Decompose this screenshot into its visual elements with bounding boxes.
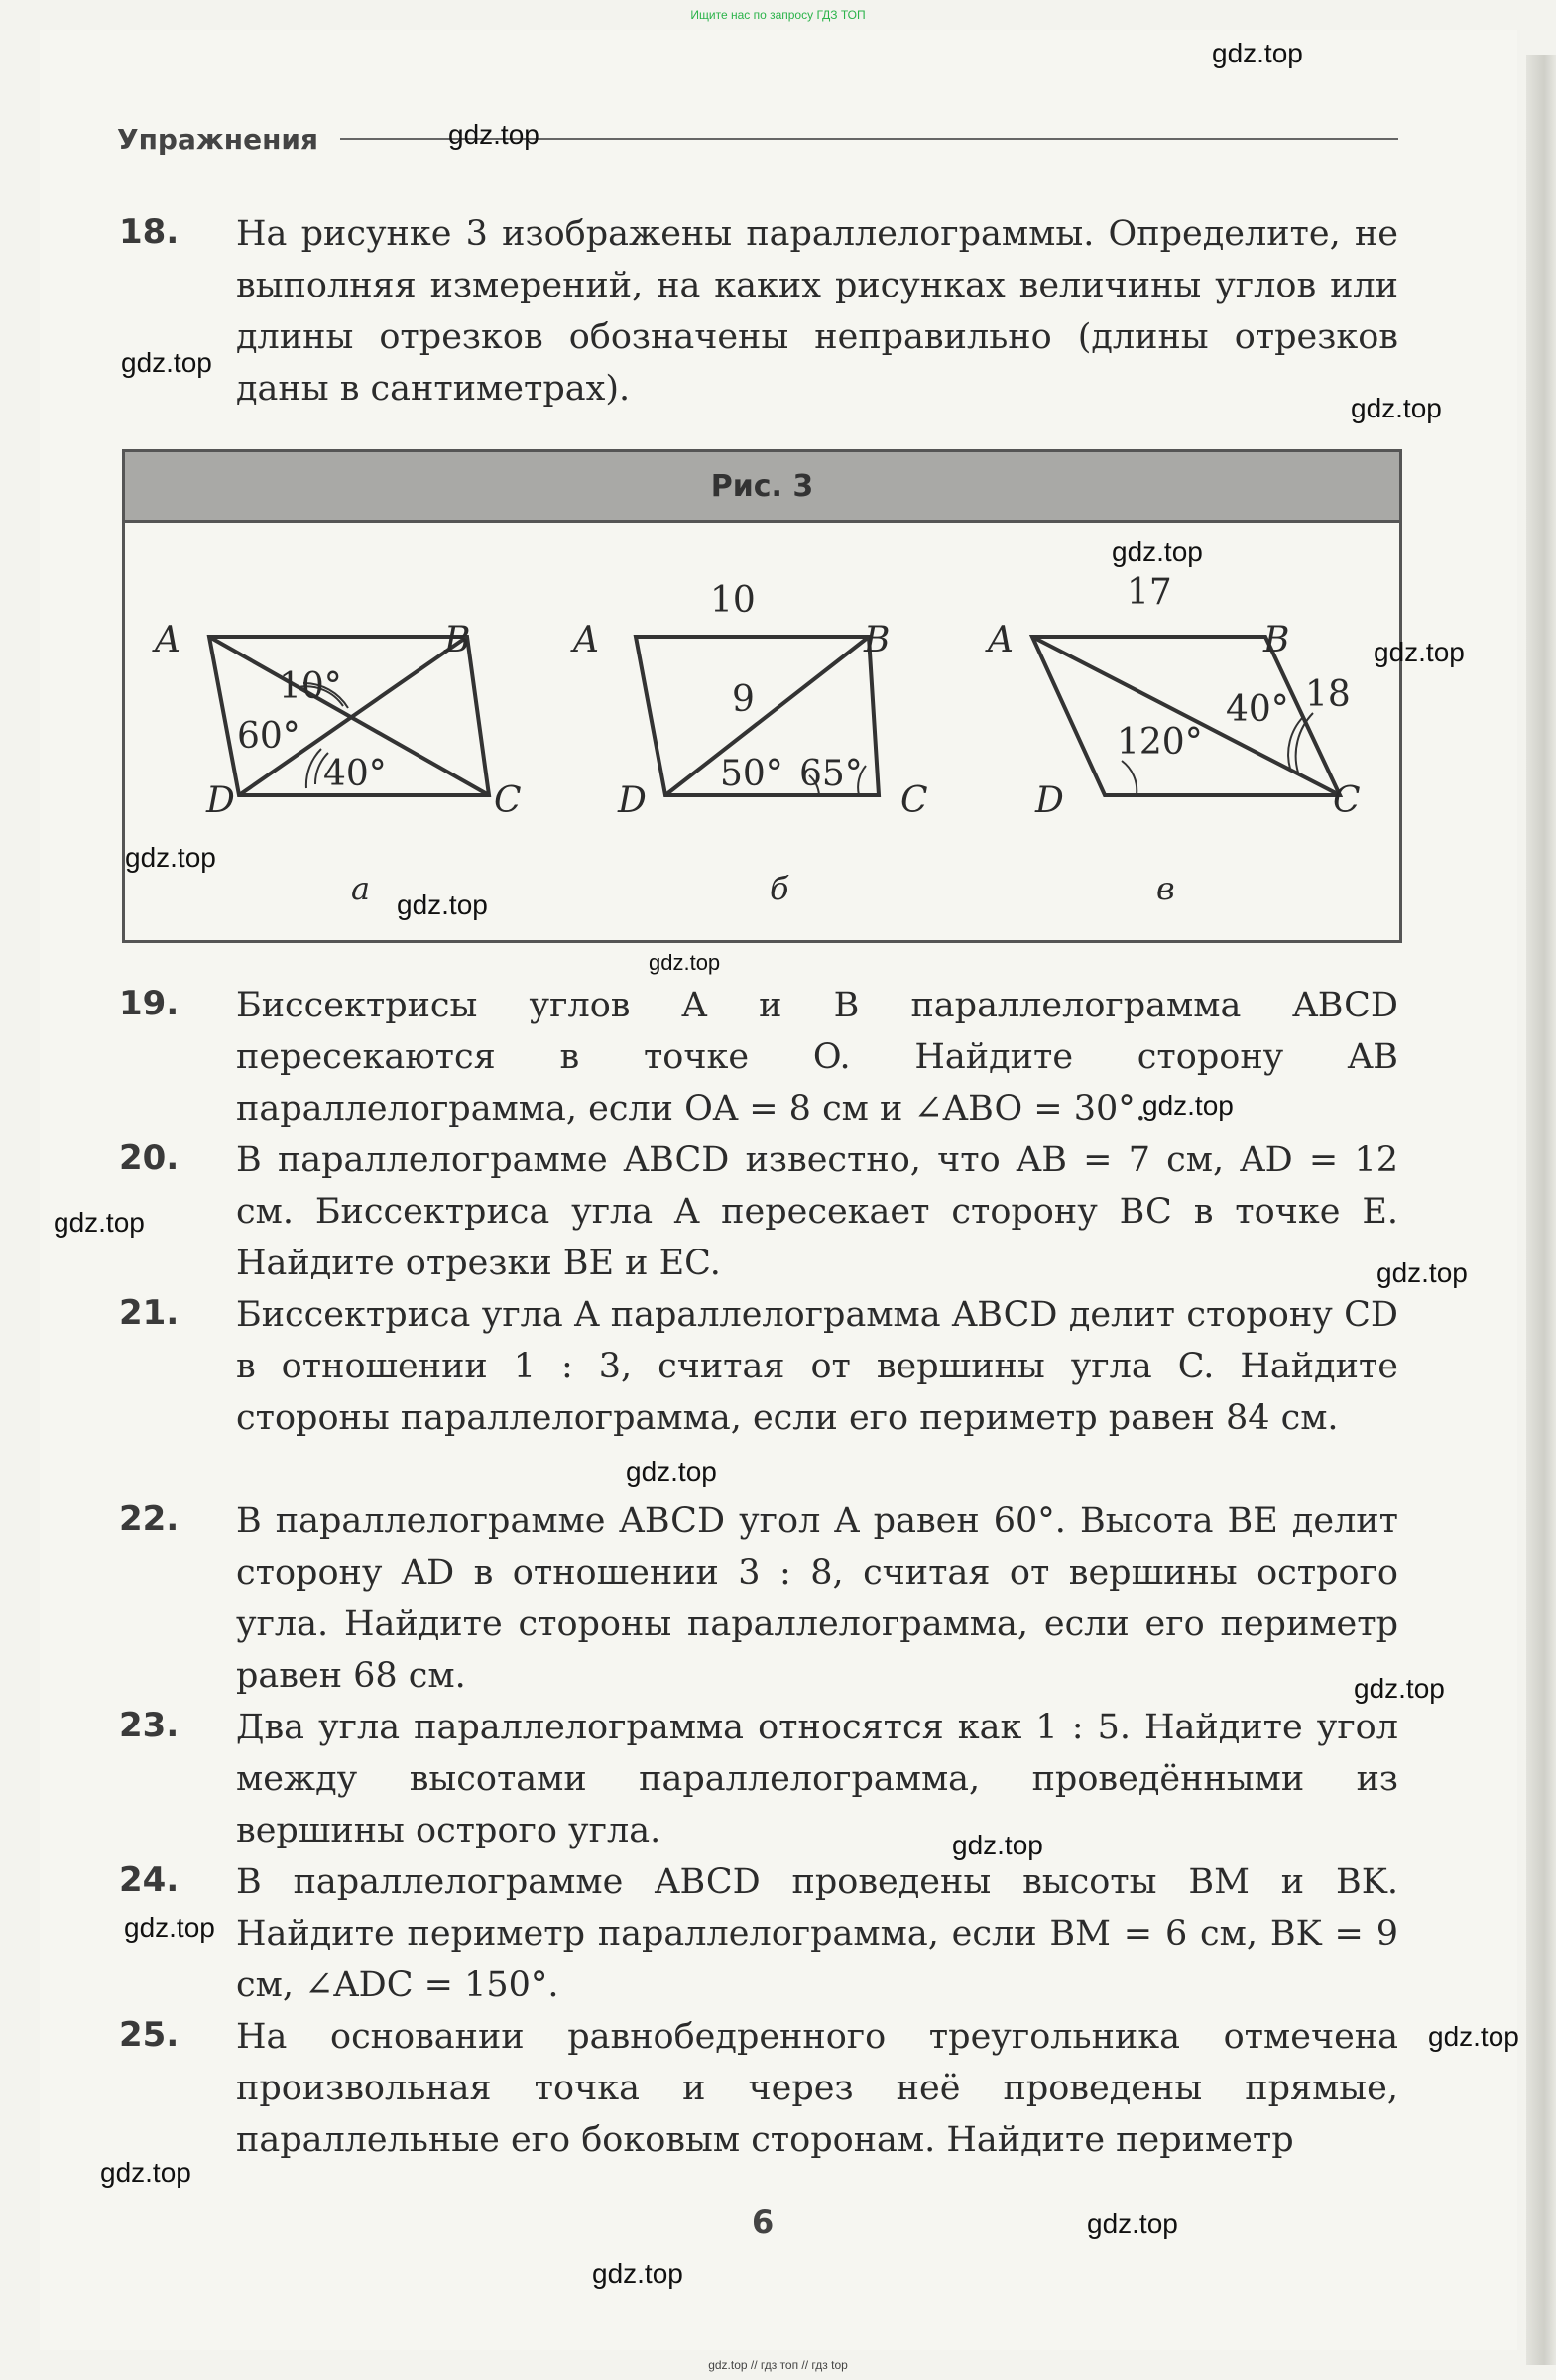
problem-text: Биссектриса угла A параллелограмма ABCD делит сторону CD в отношении 1 : 3, считая от вершины угла C. Найдите стороны параллелограмма, если его периметр равен 84 см. bbox=[236, 1295, 1398, 1438]
watermark: gdz.top bbox=[1212, 38, 1303, 68]
figure-caption: б bbox=[770, 870, 789, 907]
angle-label: 40° bbox=[323, 754, 387, 794]
side-label: 17 bbox=[1127, 572, 1172, 613]
figure-3 bbox=[122, 449, 1402, 943]
watermark: gdz.top bbox=[397, 890, 488, 920]
watermark: gdz.top bbox=[1351, 393, 1442, 423]
watermark: gdz.top bbox=[1354, 1673, 1445, 1704]
vertex-c: C bbox=[494, 780, 522, 821]
watermark: gdz.top bbox=[1376, 1257, 1468, 1288]
angle-label: 10° bbox=[279, 666, 342, 707]
figure-caption: в bbox=[1156, 870, 1175, 907]
diagonal-ac bbox=[1032, 637, 1340, 795]
problem-text: На основании равнобедренного треугольника отмечена произвольная точка и через неё проведены прямые, параллельные его боковым сторонам. Найдите периметр bbox=[236, 2017, 1398, 2160]
figure-caption: а bbox=[351, 870, 371, 907]
problem-number: 22. bbox=[119, 1499, 180, 1539]
problem-number: 24. bbox=[119, 1860, 180, 1900]
angle-label: 65° bbox=[799, 754, 863, 794]
angle-arc bbox=[1122, 761, 1137, 795]
problem-text: В параллелограмме ABCD известно, что AB = 7 см, AD = 12 см. Биссектриса угла A пересекает сторону BC в точке E. Найдите отрезки BE и EC. bbox=[236, 1140, 1398, 1283]
vertex-b: B bbox=[444, 620, 471, 660]
watermark: gdz.top bbox=[1142, 1090, 1234, 1121]
angle-label: 50° bbox=[720, 754, 783, 794]
vertex-d: D bbox=[206, 780, 235, 821]
problem-number: 23. bbox=[119, 1706, 180, 1745]
page-edge bbox=[1526, 55, 1556, 2365]
vertex-c: C bbox=[1333, 780, 1361, 821]
side-label: 10 bbox=[710, 580, 756, 621]
problem-text: Два угла параллелограмма относятся как 1 : 5. Найдите угол между высотами параллелограмма, проведёнными из вершины острого угла. bbox=[236, 1708, 1398, 1850]
angle-label: 60° bbox=[237, 716, 300, 757]
watermark: gdz.top bbox=[448, 119, 539, 150]
watermark: gdz.top bbox=[125, 842, 216, 873]
problem-number: 20. bbox=[119, 1138, 180, 1178]
figure-drawing bbox=[125, 523, 1399, 937]
diagonal-label: 9 bbox=[732, 679, 755, 720]
vertex-b: B bbox=[864, 620, 891, 660]
problem-number: 19. bbox=[119, 984, 180, 1023]
watermark: gdz.top bbox=[952, 1830, 1043, 1860]
side-label: 18 bbox=[1305, 674, 1351, 715]
vertex-a: A bbox=[988, 620, 1014, 660]
vertex-d: D bbox=[1035, 780, 1064, 821]
watermark: gdz.top bbox=[626, 1456, 717, 1487]
vertex-a: A bbox=[155, 620, 180, 660]
section-title: Упражнения bbox=[117, 122, 319, 156]
problem-number: 18. bbox=[119, 212, 180, 252]
vertex-b: B bbox=[1263, 620, 1290, 660]
watermark: gdz.top bbox=[100, 2157, 191, 2188]
section-header bbox=[117, 119, 1398, 159]
watermark: gdz.top bbox=[1374, 637, 1465, 667]
watermark: gdz.top bbox=[1112, 536, 1203, 567]
vertex-c: C bbox=[900, 780, 928, 821]
angle-arc bbox=[306, 749, 321, 788]
problem-text: На рисунке 3 изображены параллелограммы. Определите, не выполняя измерений, на каких рисунках величины углов или длины отрезков обозначены неправильно (длины отрезков даны в сантиметрах). bbox=[236, 214, 1398, 409]
watermark: gdz.top bbox=[592, 2258, 683, 2289]
angle-label: 120° bbox=[1117, 722, 1203, 763]
watermark: gdz.top bbox=[1428, 2021, 1519, 2052]
watermark: gdz.top bbox=[54, 1207, 145, 1238]
watermark: gdz.top bbox=[1087, 2208, 1178, 2239]
figure-title: Рис. 3 bbox=[125, 452, 1399, 523]
problem-text: В параллелограмме ABCD проведены высоты BM и BK. Найдите периметр параллелограмма, если BM = 6 см, BK = 9 см, ∠ADC = 150°. bbox=[236, 1862, 1398, 2005]
problem-text: В параллелограмме ABCD угол A равен 60°. Высота BE делит сторону AD в отношении 3 : 8, считая от вершины острого угла. Найдите стороны параллелограмма, если его периметр равен 68 см. bbox=[236, 1501, 1398, 1696]
angle-label: 40° bbox=[1226, 689, 1289, 730]
watermark: gdz.top bbox=[121, 347, 212, 378]
watermark: gdz.top bbox=[649, 950, 721, 975]
problem-number: 21. bbox=[119, 1293, 180, 1333]
top-banner[interactable]: Ищите нас по запросу ГДЗ ТОП bbox=[690, 8, 866, 22]
bottom-banner[interactable]: gdz.top // гдз топ // гдз top bbox=[708, 2358, 848, 2372]
problem-number: 25. bbox=[119, 2015, 180, 2055]
problem-text: Биссектрисы углов A и B параллелограмма ABCD пересекаются в точке O. Найдите сторону AB параллелограмма, если OA = 8 см и ∠ABO = 30°. bbox=[236, 986, 1398, 1129]
vertex-d: D bbox=[618, 780, 647, 821]
page-number: 6 bbox=[752, 2203, 775, 2241]
watermark: gdz.top bbox=[124, 1912, 215, 1943]
vertex-a: A bbox=[573, 620, 599, 660]
